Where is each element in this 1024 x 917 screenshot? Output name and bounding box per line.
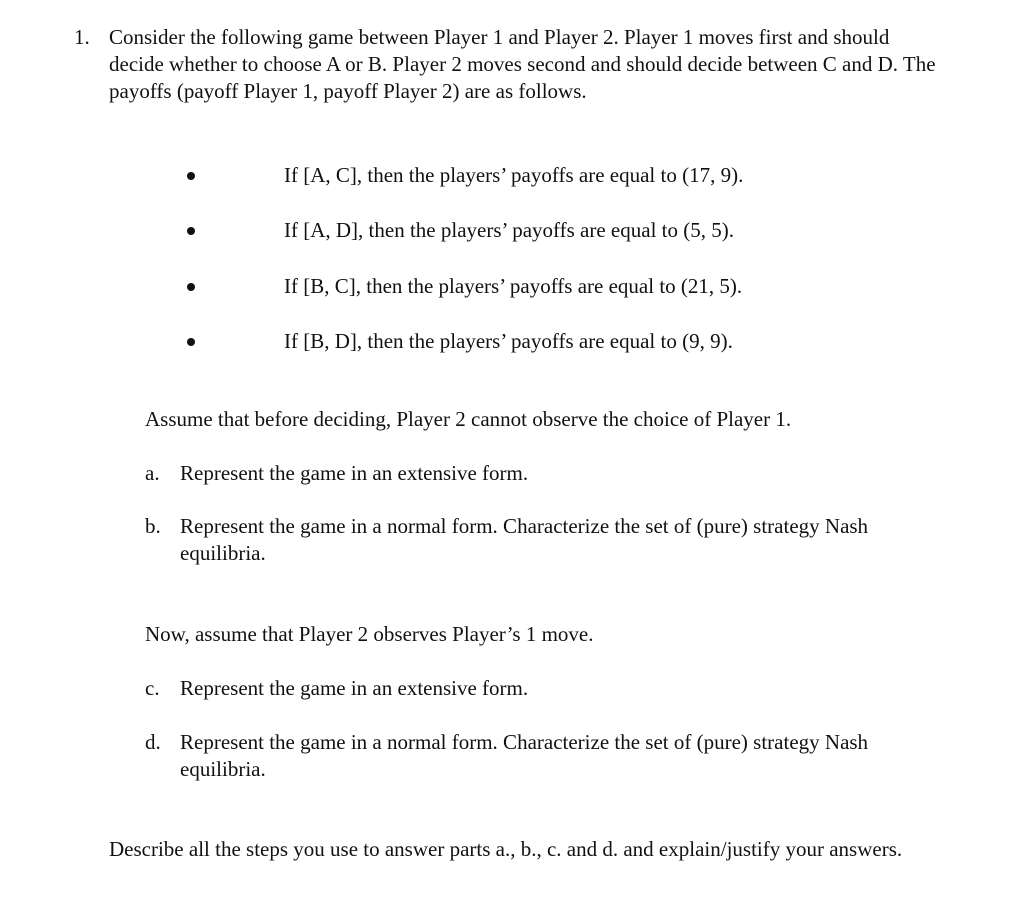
part-text: Represent the game in a normal form. Characterize the set of (pure) strategy Nash equilibria.: [180, 730, 869, 781]
part-label: c.: [145, 676, 160, 700]
question-number: 1.: [74, 25, 90, 49]
payoff-text: If [A, C], then the players’ payoffs are equal to (17, 9).: [284, 163, 744, 187]
bullet-icon: [187, 227, 195, 235]
part-text: Represent the game in a normal form. Characterize the set of (pure) strategy Nash equilibria.: [180, 514, 869, 565]
assumption-observation: Now, assume that Player 2 observes Player’s 1 move.: [145, 622, 594, 646]
part-label: d.: [145, 730, 161, 754]
payoff-text: If [B, D], then the players’ payoffs are equal to (9, 9).: [284, 329, 733, 353]
payoff-bullet: [0, 328, 1024, 355]
bullet-icon: [187, 283, 195, 291]
assumption-no-observation: Assume that before deciding, Player 2 cannot observe the choice of Player 1.: [145, 407, 792, 431]
payoff-text: If [B, C], then the players’ payoffs are equal to (21, 5).: [284, 274, 743, 298]
question-intro: Consider the following game between Player 1 and Player 2. Player 1 moves first and should decide whether to choose A or B. Player 2 moves second and should decide between C and D. The payoffs (payoff Player 1, payoff Player 2) are as follows.: [109, 25, 936, 103]
payoff-bullet: [0, 273, 1024, 300]
part-label: b.: [145, 514, 161, 538]
bullet-icon: [187, 338, 195, 346]
payoff-bullet: [0, 162, 1024, 189]
part-text: Represent the game in an extensive form.: [180, 676, 529, 700]
part-text: Represent the game in an extensive form.: [180, 461, 529, 485]
payoff-text: If [A, D], then the players’ payoffs are equal to (5, 5).: [284, 218, 734, 242]
part-label: a.: [145, 461, 160, 485]
bullet-icon: [187, 172, 195, 180]
closing-instructions: Describe all the steps you use to answer parts a., b., c. and d. and explain/justify your answers.: [109, 837, 903, 861]
payoff-bullet: [0, 217, 1024, 244]
